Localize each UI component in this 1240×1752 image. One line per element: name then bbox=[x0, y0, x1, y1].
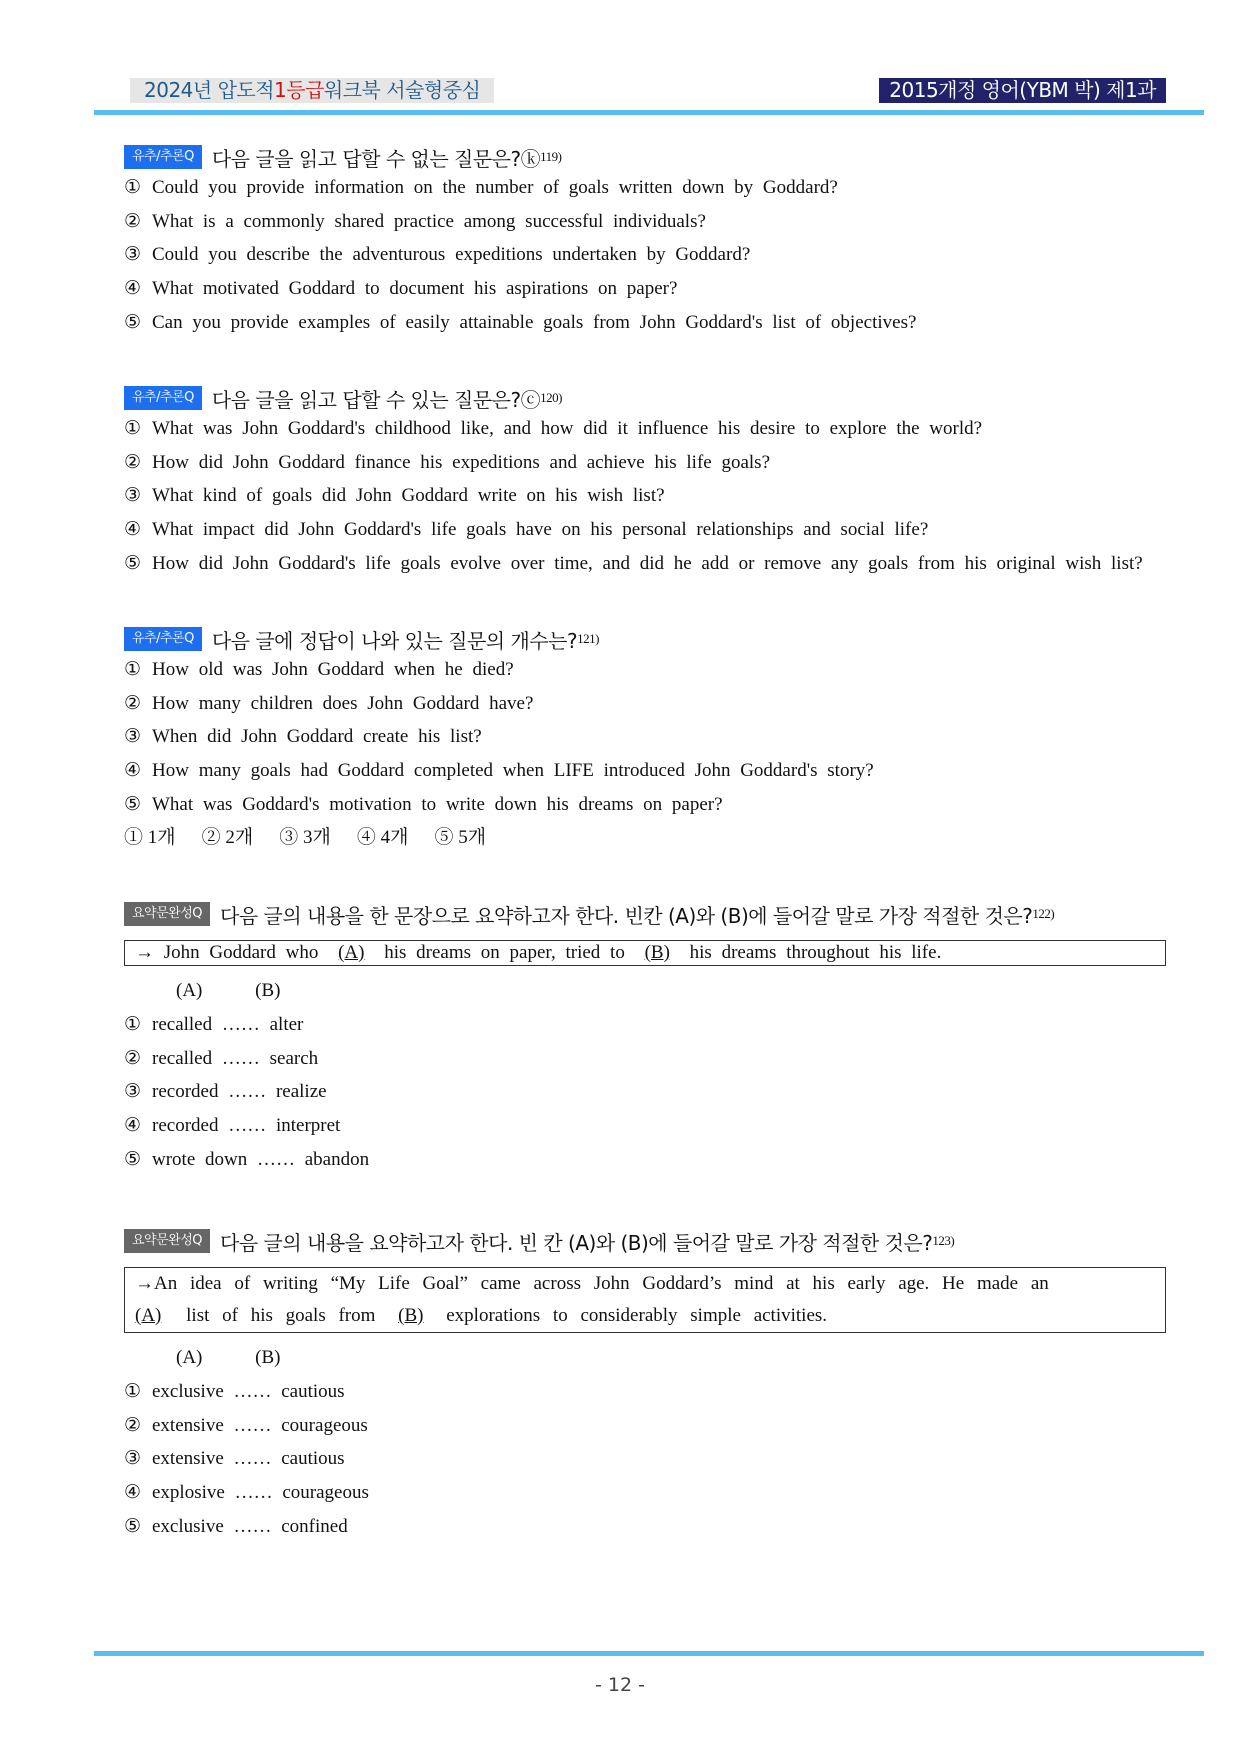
answer-option[interactable] bbox=[124, 513, 1184, 547]
workbook-title: 2024년 압도적1등급워크북 서술형중심 bbox=[130, 78, 494, 103]
option-text: recalled …… alter bbox=[152, 1014, 304, 1035]
question-type-badge: 유추/추론Q bbox=[124, 386, 202, 410]
answer-option[interactable] bbox=[124, 1510, 1184, 1544]
option-text: What is a commonly shared practice among successful individuals? bbox=[152, 210, 706, 232]
option-text: When did John Goddard create his list? bbox=[152, 726, 482, 748]
question-119: 유추/추론Q 다음 글을 읽고 답할 수 없는 질문은?ⓚ 119) ① Could you provide information on the number of goals written down by Goddard? ② What is a commonly shared practice among successful individuals? ③ Could you describe the adventurous expeditions undertaken by Goddard? ④ What motivated Goddard to document his aspirations on paper? ⑤ Can you provide examples of easily attainable goals from John Goddard's list of objectives? bbox=[124, 143, 1184, 339]
option-number: ③ bbox=[124, 485, 142, 507]
header-divider bbox=[94, 110, 1204, 115]
option-number: ③ bbox=[124, 1081, 142, 1103]
option-text: exclusive …… cautious bbox=[152, 1381, 345, 1402]
option-number: ② bbox=[124, 210, 142, 232]
question-122: 요약문완성Q 다음 글의 내용을 한 문장으로 요약하고자 한다. 빈칸 (A)와 (B)에 들어갈 말로 가장 적절한 것은? 122) → John Goddard who (A) his dreams on paper, tried to (B) his dreams throughout his life. (A) (B) ① recalled …… alter ② recalled …… search ③ recorded …… realize ④ recorded …… interpret ⑤ wrote down …… abandon bbox=[124, 900, 1184, 1176]
option-number: ⑤ bbox=[124, 1148, 142, 1170]
question-120: 유추/추론Q 다음 글을 읽고 답할 수 있는 질문은?ⓒ 120) ① What was John Goddard's childhood like, and how did it influence his desire to explore the world? ② How did John Goddard finance his expeditions and achieve his life goals? ③ What kind of goals did John Goddard write on his wish list? ④ What impact did John Goddard's life goals have on his personal relationships and social life? ⑤ How did John Goddard's life goals evolve over time, and did he add or remove any goals from his original wish list? bbox=[124, 384, 1184, 580]
option-number: ② bbox=[124, 1047, 142, 1069]
option-text: How many children does John Goddard have? bbox=[152, 692, 534, 714]
option-number: ⑤ bbox=[124, 793, 142, 815]
blank-b: (B) bbox=[398, 1305, 424, 1326]
answer-option[interactable] bbox=[124, 1375, 1184, 1409]
answer-option[interactable] bbox=[124, 788, 1184, 822]
option-number: ① bbox=[124, 1381, 142, 1402]
option-text: Could you describe the adventurous expeditions undertaken by Goddard? bbox=[152, 244, 751, 266]
question-title: 다음 글의 내용을 요약하고자 한다. 빈 칸 (A)와 (B)에 들어갈 말로 가장 적절한 것은? bbox=[220, 1230, 933, 1255]
option-text: recorded …… realize bbox=[152, 1081, 327, 1103]
answer-option[interactable] bbox=[124, 171, 1184, 205]
summary-box: → John Goddard who (A) his dreams on paper, tried to (B) his dreams throughout his life. bbox=[124, 940, 1166, 966]
answer-option[interactable] bbox=[124, 1075, 1184, 1109]
option-number: ④ bbox=[124, 519, 142, 541]
question-type-badge: 유추/추론Q bbox=[124, 627, 202, 651]
option-number: ① bbox=[124, 177, 142, 198]
answer-option[interactable] bbox=[124, 1109, 1184, 1143]
option-text: How did John Goddard's life goals evolve over time, and did he add or remove any goals from his original wish list? bbox=[152, 552, 1143, 574]
option-text: What impact did John Goddard's life goals have on his personal relationships and social life? bbox=[152, 519, 929, 541]
answer-option[interactable] bbox=[124, 1409, 1184, 1443]
option-text: What kind of goals did John Goddard write on his wish list? bbox=[152, 485, 665, 507]
option-number: ③ bbox=[124, 726, 142, 748]
option-text: What was John Goddard's childhood like, and how did it influence his desire to explore the world? bbox=[152, 418, 983, 439]
answer-option[interactable] bbox=[124, 547, 1184, 581]
question-type-badge: 요약문완성Q bbox=[124, 902, 210, 926]
answer-option[interactable] bbox=[124, 1442, 1184, 1476]
option-text: exclusive …… confined bbox=[152, 1515, 348, 1537]
option-number: ④ bbox=[124, 1115, 142, 1137]
option-text: How old was John Goddard when he died? bbox=[152, 659, 514, 680]
answer-choices bbox=[124, 821, 1184, 855]
summary-box: →An idea of writing “My Life Goal” came across John Goddard’s mind at his early age. He made an (A) list of his goals from (B) explorations to considerably simple activities. bbox=[124, 1267, 1166, 1333]
answer-choice[interactable]: ② 2개 bbox=[201, 827, 254, 849]
option-number: ③ bbox=[124, 244, 142, 266]
option-text: What motivated Goddard to document his aspirations on paper? bbox=[152, 278, 678, 300]
option-text: wrote down …… abandon bbox=[152, 1148, 370, 1170]
option-number: ④ bbox=[124, 760, 142, 782]
question-title: 다음 글의 내용을 한 문장으로 요약하고자 한다. 빈칸 (A)와 (B)에 들어갈 말로 가장 적절한 것은? bbox=[220, 903, 1033, 928]
answer-option[interactable] bbox=[124, 1042, 1184, 1076]
answer-choice[interactable]: ④ 4개 bbox=[356, 827, 409, 849]
answer-option[interactable] bbox=[124, 1476, 1184, 1510]
question-title: 다음 글에 정답이 나와 있는 질문의 개수는? bbox=[211, 628, 578, 653]
question-121: 유추/추론Q 다음 글에 정답이 나와 있는 질문의 개수는? 121) ① How old was John Goddard when he died? ② How many children does John Goddard have? ③ When did John Goddard create his list? ④ How many goals had Goddard completed when LIFE introduced John Goddard's story? ⑤ What was Goddard's motivation to write down his dreams on paper? ① 1개 ② 2개 ③ 3개 ④ 4개 ⑤ 5개 bbox=[124, 625, 1184, 855]
answer-option[interactable] bbox=[124, 272, 1184, 306]
option-text: explosive …… courageous bbox=[152, 1482, 369, 1504]
option-number: ① bbox=[124, 418, 142, 439]
answer-option[interactable] bbox=[124, 238, 1184, 272]
answer-option[interactable] bbox=[124, 205, 1184, 239]
option-number: ① bbox=[124, 1014, 142, 1035]
answer-option[interactable] bbox=[124, 653, 1184, 687]
option-number: ④ bbox=[124, 1482, 142, 1504]
column-headers: (A) (B) bbox=[176, 1347, 281, 1368]
question-title: 다음 글을 읽고 답할 수 있는 질문은?ⓒ bbox=[211, 387, 541, 412]
option-text: What was Goddard's motivation to write down his dreams on paper? bbox=[152, 793, 723, 815]
option-number: ⑤ bbox=[124, 552, 142, 574]
option-number: ③ bbox=[124, 1448, 142, 1470]
question-type-badge: 유추/추론Q bbox=[124, 145, 202, 169]
option-text: How many goals had Goddard completed when LIFE introduced John Goddard's story? bbox=[152, 760, 874, 782]
chapter-title: 2015개정 영어(YBM 박) 제1과 bbox=[879, 78, 1166, 103]
answer-option[interactable] bbox=[124, 720, 1184, 754]
option-text: Can you provide examples of easily attainable goals from John Goddard's list of objectives? bbox=[152, 311, 917, 333]
answer-choice[interactable]: ⑤ 5개 bbox=[434, 827, 487, 849]
question-type-badge: 요약문완성Q bbox=[124, 1229, 210, 1253]
option-text: recorded …… interpret bbox=[152, 1115, 341, 1137]
option-number: ⑤ bbox=[124, 311, 142, 333]
answer-option[interactable] bbox=[124, 1143, 1184, 1177]
option-text: extensive …… cautious bbox=[152, 1448, 345, 1470]
answer-option[interactable] bbox=[124, 479, 1184, 513]
page-number: - 12 - bbox=[595, 1674, 645, 1696]
answer-option[interactable] bbox=[124, 446, 1184, 480]
option-number: ② bbox=[124, 1414, 142, 1436]
blank-b: (B) bbox=[644, 942, 670, 963]
column-headers: (A) (B) bbox=[176, 980, 281, 1001]
answer-option[interactable] bbox=[124, 754, 1184, 788]
option-text: Could you provide information on the number of goals written down by Goddard? bbox=[152, 177, 838, 198]
answer-choice[interactable]: ① 1개 bbox=[124, 827, 176, 849]
option-text: How did John Goddard finance his expeditions and achieve his life goals? bbox=[152, 451, 770, 473]
answer-option[interactable] bbox=[124, 1008, 1184, 1042]
option-text: recalled …… search bbox=[152, 1047, 319, 1069]
option-number: ① bbox=[124, 659, 142, 680]
question-title: 다음 글을 읽고 답할 수 없는 질문은?ⓚ bbox=[211, 146, 541, 171]
option-number: ⑤ bbox=[124, 1515, 142, 1537]
option-text: extensive …… courageous bbox=[152, 1414, 368, 1436]
answer-option[interactable] bbox=[124, 412, 1184, 446]
answer-option[interactable] bbox=[124, 687, 1184, 721]
question-123: 요약문완성Q 다음 글의 내용을 요약하고자 한다. 빈 칸 (A)와 (B)에 들어갈 말로 가장 적절한 것은? 123) →An idea of writing “My Life Goal” came across John Goddard’s mind at his early age. He made an (A) list of his goals from (B) explorations to considerably simple activities. (A) (B) ① exclusive …… cautious ② extensive …… courageous ③ extensive …… cautious ④ explosive …… courageous ⑤ exclusive …… confined bbox=[124, 1227, 1184, 1543]
option-number: ④ bbox=[124, 278, 142, 300]
blank-a: (A) bbox=[135, 1305, 162, 1326]
footer-divider bbox=[94, 1651, 1204, 1656]
option-number: ② bbox=[124, 692, 142, 714]
option-number: ② bbox=[124, 451, 142, 473]
answer-option[interactable] bbox=[124, 306, 1184, 340]
answer-choice[interactable]: ③ 3개 bbox=[279, 827, 331, 849]
blank-a: (A) bbox=[338, 942, 365, 963]
